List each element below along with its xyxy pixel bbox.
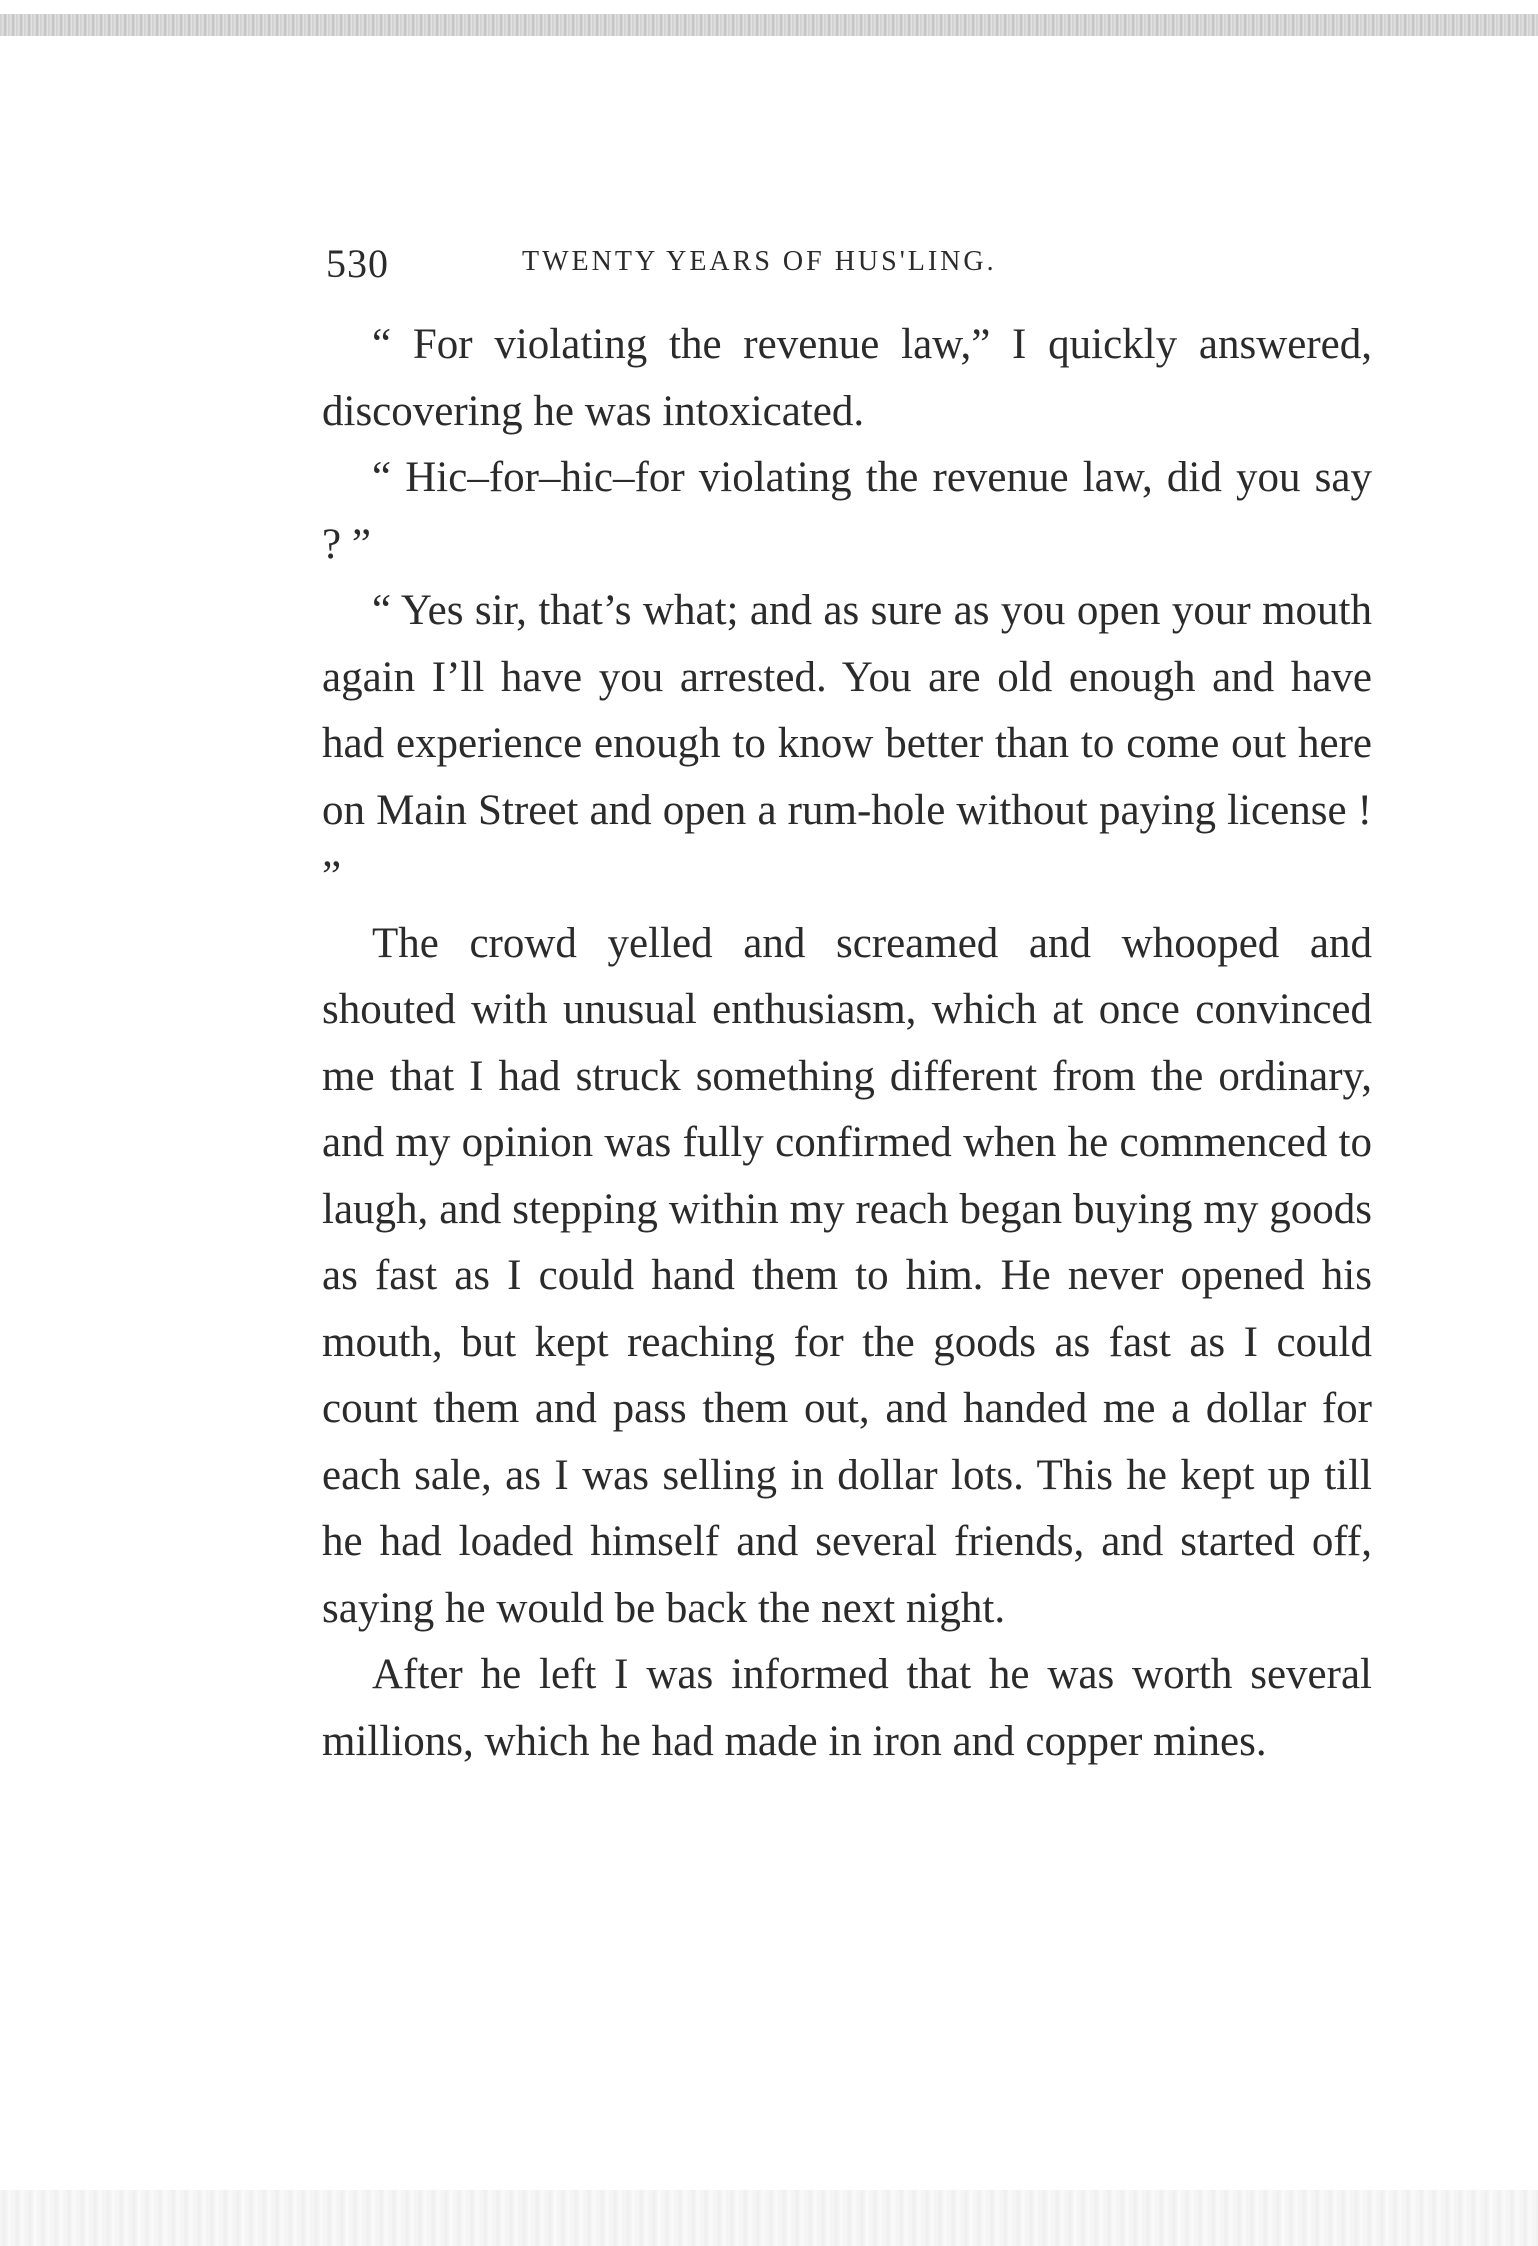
scan-edge-top [0,14,1538,36]
paragraph-4: The crowd yelled and screamed and whooped and shouted with unusual enthusiasm, which at once convinced me that I had struck something different from the ordinary, and my opinion was fully confirmed when he commenced to laugh, and stepping within my reach began buying my goods as fast as I could hand them to him. He never opened his mouth, but kept reaching for the goods as fast as I could count them and pass them out, and handed me a dollar for each sale, as I was selling in dollar lots. This he kept up till he had loaded himself and several friends, and started off, saying he would be back the next night. [322,919,1372,1632]
scan-edge-bottom [0,2190,1538,2246]
paragraph-5: After he left I was informed that he was worth several millions, which he had made in iron and copper mines. [322,1651,1372,1765]
paragraph-3: “ Yes sir, that’s what; and as sure as you open your mouth again I’ll have you arrested. You are old enough and have had experience enough to know better than to come out here on Main Street and open a rum-hole without paying license ! ” [322,587,1372,900]
paragraph-2: “ Hic–for–hic–for violating the revenue law, did you say ? ” [322,454,1372,568]
page-number: 530 [326,241,389,286]
running-head-title: TWENTY YEARS OF HUS'LING. [522,246,997,277]
paragraph-1: “ For violating the revenue law,” I quickly answered, discovering he was intoxicated. [322,321,1372,435]
book-page [322,240,1372,1775]
running-head [322,240,1372,310]
